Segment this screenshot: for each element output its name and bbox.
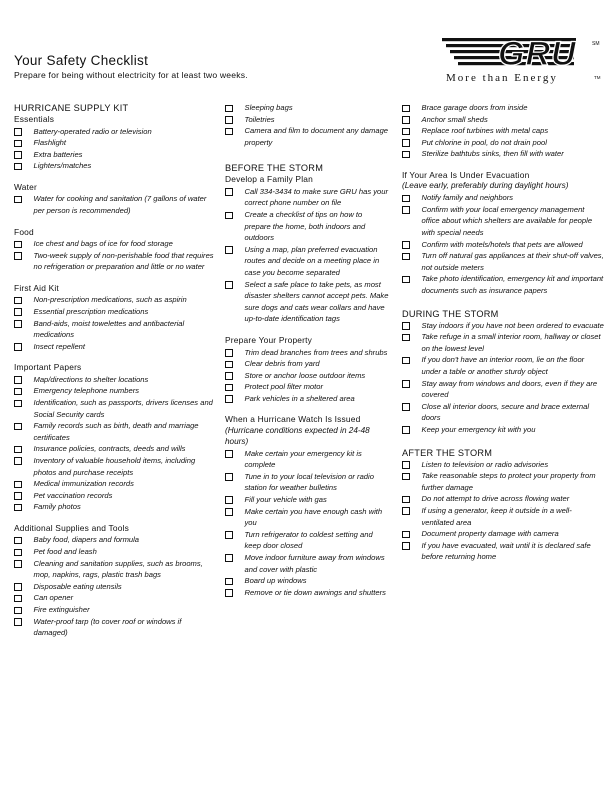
checklist-item-text: Camera and film to document any damage property	[244, 126, 389, 147]
checkbox[interactable]	[402, 116, 410, 124]
checkbox[interactable]	[14, 151, 22, 159]
checklist-item	[402, 239, 604, 251]
supply-kit-continued-group	[225, 102, 390, 148]
checklist-item-text: If you have evacuated, wait until it is declared safe before returning home	[421, 540, 591, 562]
hurricane-watch-continued-group	[402, 102, 604, 160]
checklist-item	[14, 420, 214, 443]
checkbox[interactable]	[14, 549, 22, 557]
checklist-item	[14, 238, 214, 250]
checkbox[interactable]	[225, 450, 233, 458]
water-group	[14, 182, 214, 217]
checklist-item-text: Call 334-3434 to make sure GRU has your correct phone number on file	[244, 186, 389, 208]
checklist-item	[14, 126, 214, 138]
checkbox[interactable]	[402, 276, 410, 284]
checklist-item-text: Toiletries	[244, 114, 275, 124]
checkbox[interactable]	[14, 128, 22, 136]
checklist-item	[402, 204, 604, 239]
checklist-item-text: Pet food and leash	[33, 547, 97, 557]
checklist-item	[225, 393, 390, 405]
checklist-item	[225, 587, 390, 599]
checkbox[interactable]	[402, 542, 410, 550]
logo-text: GRU	[498, 36, 577, 73]
checkbox[interactable]	[14, 423, 22, 431]
checklist-item-text: Stay indoors if you have not been ordered to evacuate	[421, 320, 604, 330]
checkbox[interactable]	[225, 349, 233, 357]
checkbox[interactable]	[225, 496, 233, 504]
checklist-item	[14, 534, 214, 546]
checklist-item	[225, 125, 390, 148]
checkbox[interactable]	[402, 334, 410, 342]
checkbox[interactable]	[14, 504, 22, 512]
group-title: DURING THE STORM	[402, 308, 499, 319]
additional-supplies-group	[14, 523, 214, 639]
important-papers-group	[14, 362, 214, 513]
checklist-item-text: Stay away from windows and doors, even if they are covered	[421, 378, 598, 400]
checklist-item-text: Family records such as birth, death and marriage certificates	[33, 421, 199, 442]
checklist-item-text: Extra batteries	[33, 149, 83, 159]
checklist-item-text: Fire extinguisher	[33, 605, 90, 614]
checklist-item	[14, 374, 214, 386]
checklist-item	[402, 125, 604, 137]
checkbox[interactable]	[14, 388, 22, 396]
checkbox[interactable]	[14, 252, 22, 260]
checklist-item	[225, 102, 390, 114]
checklist-item	[402, 493, 604, 505]
checkbox[interactable]	[14, 595, 22, 603]
checkbox[interactable]	[14, 583, 22, 591]
checklist-item-text: Put chlorine in pool, do not drain pool	[421, 137, 547, 147]
checklist-item	[14, 160, 214, 172]
checkbox[interactable]	[225, 554, 233, 562]
checkbox[interactable]	[225, 105, 233, 113]
group-note: (Leave early, preferably during daylight hours)	[402, 181, 569, 191]
checkbox[interactable]	[402, 151, 410, 159]
checklist-item-text: Protect pool filter motor	[244, 382, 323, 392]
checkbox[interactable]	[225, 531, 233, 539]
food-group	[14, 227, 214, 273]
checklist-item	[225, 358, 390, 370]
checklist-item	[402, 540, 604, 563]
checklist-item-text: Flashlight	[33, 138, 66, 148]
checklist-item-text: Move indoor furniture away from windows and cover with plastic	[244, 552, 385, 574]
checklist-item	[402, 401, 604, 424]
group-title: Water	[14, 181, 38, 192]
checklist-item-text: Using a map, plan preferred evacuation routes and decide on a meeting place in case you become separated	[244, 244, 380, 278]
checklist-item	[402, 192, 604, 204]
checkbox[interactable]	[14, 537, 22, 545]
checklist-item-text: Remove or tie down awnings and shutters	[244, 587, 386, 597]
first-aid-group	[14, 283, 214, 352]
checkbox[interactable]	[14, 140, 22, 148]
checklist-item	[402, 459, 604, 471]
group-title: AFTER THE STORM	[402, 447, 493, 458]
checkbox[interactable]	[14, 446, 22, 454]
checkbox[interactable]	[14, 320, 22, 328]
checklist-item	[14, 306, 214, 318]
checklist-item-text: Confirm with motels/hotels that pets are allowed	[421, 239, 583, 249]
checklist-item-text: Disposable eating utensils	[33, 581, 122, 591]
checkbox[interactable]	[14, 607, 22, 615]
checklist-item-text: Anchor small sheds	[421, 114, 488, 124]
checklist-item-text: Lighters/matches	[33, 161, 92, 171]
checkbox[interactable]	[402, 496, 410, 504]
checklist-item	[14, 137, 214, 149]
checkbox[interactable]	[225, 578, 233, 586]
checklist-item	[225, 186, 390, 209]
tagline: More than Energy	[446, 72, 558, 84]
checkbox[interactable]	[402, 195, 410, 203]
group-title: Important Papers	[14, 362, 82, 373]
checklist-item-text: Emergency telephone numbers	[33, 386, 140, 396]
checklist-item	[402, 148, 604, 160]
checklist-item-text: Turn off natural gas appliances at their shut-off valves, not outside meters	[421, 251, 604, 272]
checklist-item-text: Replace roof turbines with metal caps	[421, 126, 549, 136]
checkbox[interactable]	[402, 357, 410, 365]
checklist-item-text: Keep your emergency kit with you	[421, 424, 536, 434]
checklist-item	[402, 505, 604, 528]
tagline-trademark: TM	[594, 75, 601, 80]
checklist-item	[402, 354, 604, 377]
checklist-item	[225, 506, 390, 529]
checklist-item-text: Store or anchor loose outdoor items	[244, 370, 366, 380]
group-note: (Hurricane conditions expected in 24-48 hours)	[225, 425, 370, 446]
checklist-item	[225, 529, 390, 552]
checklist-item	[225, 114, 390, 126]
checkbox[interactable]	[402, 461, 410, 469]
checklist-item-text: Non-prescription medications, such as aspirin	[33, 295, 187, 305]
checkbox[interactable]	[14, 196, 22, 204]
checklist-item	[402, 378, 604, 401]
checklist-item-text: Board up windows	[244, 576, 307, 586]
essentials-group	[14, 114, 214, 172]
checklist-item	[225, 381, 390, 393]
checkbox[interactable]	[402, 507, 410, 515]
checklist-item-text: Confirm with your local emergency management office about which shelters are available for people with special needs	[421, 204, 593, 238]
checklist-item	[402, 102, 604, 114]
section-heading: BEFORE THE STORM	[225, 163, 324, 174]
after-storm-group	[402, 447, 604, 563]
checklist-item-text: Notify family and neighbors	[421, 193, 514, 203]
checklist-item	[14, 592, 214, 604]
checkbox[interactable]	[14, 481, 22, 489]
checkbox[interactable]	[225, 395, 233, 403]
checklist-item-text: Brace garage doors from inside	[421, 103, 528, 112]
checklist-item	[14, 546, 214, 558]
checkbox[interactable]	[402, 128, 410, 136]
checklist-item-text: Take refuge in a small interior room, hallway or closet on the lowest level	[421, 332, 601, 353]
checkbox[interactable]	[14, 308, 22, 316]
checklist-item	[14, 397, 214, 420]
checkbox[interactable]	[14, 400, 22, 408]
prepare-property-group	[225, 335, 390, 404]
group-title: Additional Supplies and Tools	[14, 522, 130, 533]
checklist-item-text: Battery-operated radio or television	[33, 126, 152, 136]
checkbox[interactable]	[402, 253, 410, 261]
checklist-item-text: Pet vaccination records	[33, 490, 113, 500]
group-title: When a Hurricane Watch Is Issued	[225, 414, 361, 425]
checklist-item	[14, 294, 214, 306]
checklist-item	[402, 114, 604, 126]
checklist-item	[14, 385, 214, 397]
checkbox[interactable]	[225, 246, 233, 254]
checklist-item	[14, 616, 214, 639]
checklist-item	[14, 478, 214, 490]
checklist-item-text: Create a checklist of tips on how to prepare the home, both indoors and outdoors	[244, 210, 366, 243]
group-title: First Aid Kit	[14, 282, 59, 293]
checklist-item	[402, 250, 604, 273]
group-title: If Your Area Is Under Evacuation	[402, 169, 530, 180]
checkbox[interactable]	[225, 473, 233, 481]
checklist-item-text: If you don't have an interior room, lie on the floor under a table or another sturdy object	[421, 355, 585, 376]
checklist-item	[14, 581, 214, 593]
checkbox[interactable]	[402, 241, 410, 249]
checkbox[interactable]	[402, 105, 410, 113]
checklist-item-text: Ice chest and bags of ice for food storage	[33, 239, 173, 249]
checklist-item	[14, 455, 214, 478]
checklist-item-text: Clear debris from yard	[244, 359, 320, 369]
checklist-item-text: Turn refrigerator to coldest setting and keep door closed	[244, 529, 373, 551]
checkbox[interactable]	[225, 212, 233, 220]
column-3	[402, 102, 604, 563]
column-2	[225, 102, 390, 598]
checklist-item	[225, 471, 390, 494]
checklist-item-text: Can opener	[33, 593, 74, 603]
checklist-item-text: Take reasonable steps to protect your property from further damage	[421, 471, 596, 492]
checkbox[interactable]	[225, 361, 233, 369]
checklist-item-text: Essential prescription medications	[33, 306, 149, 316]
group-title: Food	[14, 226, 34, 237]
checklist-item	[14, 490, 214, 502]
checklist-item-text: If using a generator, keep it outside in a well-ventilated area	[421, 505, 572, 527]
checkbox[interactable]	[14, 560, 22, 568]
checklist-item	[402, 528, 604, 540]
checklist-item	[14, 149, 214, 161]
checklist-item	[225, 279, 390, 325]
checklist-item	[225, 552, 390, 575]
checklist-item-text: Baby food, diapers and formula	[33, 535, 140, 545]
logo-service-mark: SM	[592, 41, 600, 47]
checklist-item	[14, 443, 214, 455]
checklist-item	[225, 494, 390, 506]
checklist-item	[402, 273, 604, 296]
checklist-item-text: Sterilize bathtubs sinks, then fill with water	[421, 149, 564, 159]
checklist-item	[225, 448, 390, 471]
checkbox[interactable]	[14, 297, 22, 305]
during-storm-group	[402, 308, 604, 436]
checklist-item	[402, 320, 604, 332]
checklist-item	[225, 209, 390, 244]
checklist-item-text: Insect repellent	[33, 341, 85, 351]
checklist-item-text: Make certain you have enough cash with you	[244, 506, 383, 528]
checklist-item-text: Make certain your emergency kit is complete	[244, 448, 362, 470]
evacuation-group	[402, 170, 604, 297]
checkbox[interactable]	[402, 206, 410, 214]
checklist-item	[402, 331, 604, 354]
checklist-item	[225, 575, 390, 587]
column-1	[14, 102, 214, 639]
checkbox[interactable]	[402, 426, 410, 434]
checkbox[interactable]	[14, 343, 22, 351]
checklist-item-text: Close all interior doors, secure and brace external doors	[421, 401, 590, 423]
checklist-item-text: Band-aids, moist towelettes and antibacterial medications	[33, 318, 185, 340]
checklist-item	[14, 341, 214, 353]
checkbox[interactable]	[402, 380, 410, 388]
checkbox[interactable]	[225, 384, 233, 392]
checkbox[interactable]	[402, 403, 410, 411]
group-title: Develop a Family Plan	[225, 174, 313, 185]
checklist-item	[225, 370, 390, 382]
checklist-item-text: Insurance policies, contracts, deeds and wills	[33, 444, 186, 454]
checklist-item	[402, 137, 604, 149]
checkbox[interactable]	[225, 372, 233, 380]
checklist-item-text: Fill your vehicle with gas	[244, 494, 327, 504]
checklist-item-text: Trim dead branches from trees and shrubs	[244, 347, 388, 357]
checklist-item-text: Family photos	[33, 502, 81, 512]
checklist-item	[14, 193, 214, 216]
checklist-item-text: Sleeping bags	[244, 103, 293, 112]
checklist-item	[14, 250, 214, 273]
checkbox[interactable]	[225, 281, 233, 289]
checklist-item-text: Select a safe place to take pets, as most disaster shelters cannot accept pets. Make sure dogs and cats wear collars and have up-to-date identification tags	[244, 279, 389, 324]
checkbox[interactable]	[225, 116, 233, 124]
checklist-item-text: Park vehicles in a sheltered area	[244, 393, 355, 403]
checkbox[interactable]	[225, 589, 233, 597]
checklist-item	[14, 604, 214, 616]
checklist-item	[225, 244, 390, 279]
checkbox[interactable]	[402, 322, 410, 330]
checklist-item-text: Take photo identification, emergency kit and important documents such as insurance papers	[421, 274, 604, 296]
checklist-item	[225, 347, 390, 359]
checkbox[interactable]	[402, 531, 410, 539]
checkbox[interactable]	[14, 618, 22, 626]
checklist-item-text: Document property damage with camera	[421, 529, 559, 539]
checkbox[interactable]	[14, 163, 22, 171]
checklist-item-text: Do not attempt to drive across flowing water	[421, 494, 570, 504]
checkbox[interactable]	[14, 241, 22, 249]
group-title: Prepare Your Property	[225, 335, 313, 345]
family-plan-group	[225, 174, 390, 325]
checklist-item-text: Listen to television or radio advisories	[421, 459, 549, 469]
checklist-item-text: Water-proof tarp (to cover roof or windows if damaged)	[33, 616, 182, 638]
section-heading: HURRICANE SUPPLY KIT	[14, 103, 129, 113]
checklist-item-text: Tune in to your local television or radio station for weather bulletins	[244, 471, 374, 493]
checklist-item	[14, 318, 214, 341]
checklist-item-text: Medical immunization records	[33, 479, 134, 489]
checklist-item-text: Cleaning and sanitation supplies, such as brooms, mop, napkins, rags, plastic trash bags	[33, 558, 203, 580]
checkbox[interactable]	[14, 376, 22, 384]
checklist-item-text: Water for cooking and sanitation (7 gallons of water per person is recommended)	[33, 194, 207, 215]
checkbox[interactable]	[225, 128, 233, 136]
checklist-item	[402, 424, 604, 436]
page-title: Your Safety Checklist	[14, 53, 149, 68]
group-title: Essentials	[14, 114, 55, 124]
checklist-item-text: Two-week supply of non-perishable food that requires no refrigeration or preparation and little or no water	[33, 250, 214, 272]
checklist-item	[402, 470, 604, 493]
checklist-item	[14, 501, 214, 513]
checklist-item-text: Map/directions to shelter locations	[33, 374, 149, 384]
hurricane-watch-group	[225, 414, 390, 598]
checkbox[interactable]	[225, 188, 233, 196]
page-subtitle: Prepare for being without electricity for at least two weeks.	[14, 70, 248, 80]
checkbox[interactable]	[14, 492, 22, 500]
checkbox[interactable]	[225, 508, 233, 516]
checklist-item-text: Identification, such as passports, drivers licenses and Social Security cards	[33, 398, 213, 419]
checklist-item-text: Inventory of valuable household items, including photos and purchase receipts	[33, 455, 196, 477]
checkbox[interactable]	[14, 457, 22, 465]
checkbox[interactable]	[402, 139, 410, 147]
checklist-item	[14, 558, 214, 581]
checkbox[interactable]	[402, 473, 410, 481]
